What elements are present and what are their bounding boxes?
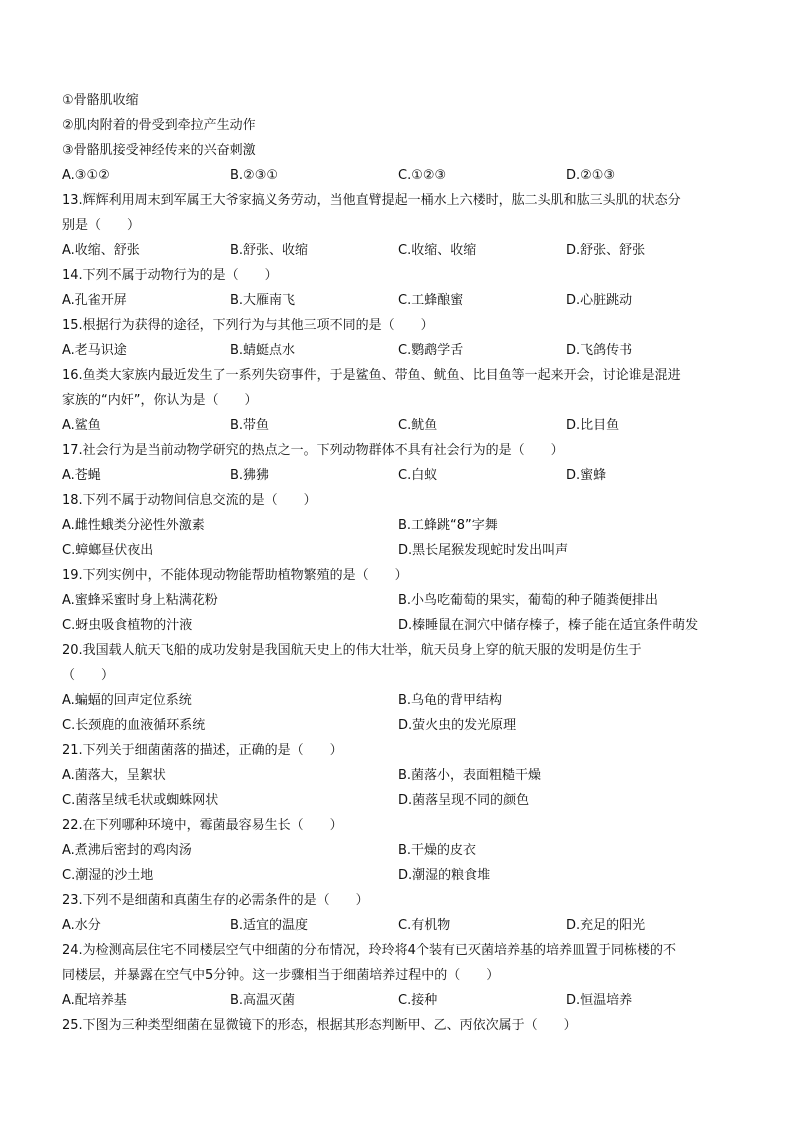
question-25-stem: 25.下图为三种类型细菌在显微镜下的形态，根据其形态判断甲、乙、丙依次属于（ ）	[62, 1018, 577, 1033]
question-17-option-d[interactable]: D.蜜蜂	[566, 468, 607, 483]
statement-2: ②肌肉附着的骨受到牵拉产生动作	[62, 118, 256, 133]
question-18-options	[62, 538, 732, 563]
question-16-option-c[interactable]: C.鱿鱼	[398, 418, 438, 433]
question-13-option-a[interactable]: A.收缩、舒张	[62, 243, 140, 258]
question-24-stem: 同楼层，并暴露在空气中5分钟。这一步骤相当于细菌培养过程中的（ ）	[62, 968, 500, 983]
question-16-stem: 16.鱼类大家族内最近发生了一系列失窃事件，于是鲨鱼、带鱼、鱿鱼、比目鱼等一起来开会，讨论谁是混进	[62, 368, 681, 383]
question-14-option-a[interactable]: A.孔雀开屏	[62, 293, 127, 308]
question-16-stem: 家族的“内奸”，你认为是（ ）	[62, 393, 258, 408]
question-23-stem: 23.下列不是细菌和真菌生存的必需条件的是（ ）	[62, 893, 369, 908]
question-19-options	[62, 588, 732, 613]
question-16-option-d[interactable]: D.比目鱼	[566, 418, 620, 433]
question-14-option-d[interactable]: D.心脏跳动	[566, 293, 633, 308]
question-22-option-b[interactable]: B.干燥的皮衣	[398, 843, 477, 858]
question-21-options	[62, 763, 732, 788]
question-17-option-b[interactable]: B.狒狒	[230, 468, 270, 483]
question-14-option-b[interactable]: B.大雁南飞	[230, 293, 296, 308]
question-23-option-a[interactable]: A.水分	[62, 918, 101, 933]
question-19-options	[62, 613, 732, 638]
question-15-stem: 15.根据行为获得的途径，下列行为与其他三项不同的是（ ）	[62, 318, 434, 333]
question-14-option-c[interactable]: C.工蜂酿蜜	[398, 293, 464, 308]
question-24-option-b[interactable]: B.高温灭菌	[230, 993, 296, 1008]
question-21-option-b[interactable]: B.菌落小，表面粗糙干燥	[398, 768, 542, 783]
question-15-option-d[interactable]: D.飞鸽传书	[566, 343, 633, 358]
question-21-option-d[interactable]: D.菌落呈现不同的颜色	[398, 793, 530, 808]
q12-options	[62, 163, 732, 188]
question-19-option-d[interactable]: D.榛睡鼠在洞穴中储存榛子，榛子能在适宜条件萌发	[398, 618, 699, 633]
question-23-option-d[interactable]: D.充足的阳光	[566, 918, 646, 933]
question-22-options	[62, 838, 732, 863]
question-20-option-d[interactable]: D.萤火虫的发光原理	[398, 718, 517, 733]
question-24-options	[62, 988, 732, 1013]
exam-page	[62, 88, 732, 1038]
question-17-option-c[interactable]: C.白蚁	[398, 468, 438, 483]
question-24-stem: 24.为检测高层住宅不同楼层空气中细菌的分布情况，玲玲将4个装有已灭菌培养基的培养皿置于同栋楼的不	[62, 943, 676, 958]
question-14-options	[62, 288, 732, 313]
q12-option-d[interactable]: D.②①③	[566, 168, 616, 183]
question-18-option-b[interactable]: B.工蜂跳“8”字舞	[398, 518, 498, 533]
question-15-option-c[interactable]: C.鹦鹉学舌	[398, 343, 464, 358]
question-20-options	[62, 713, 732, 738]
question-20-option-a[interactable]: A.蝙蝠的回声定位系统	[62, 693, 192, 708]
statement-3: ③骨骼肌接受神经传来的兴奋刺激	[62, 143, 256, 158]
question-15-options	[62, 338, 732, 363]
question-21-option-a[interactable]: A.菌落大，呈絮状	[62, 768, 166, 783]
statement-1: ①骨骼肌收缩	[62, 93, 139, 108]
question-22-option-a[interactable]: A.煮沸后密封的鸡肉汤	[62, 843, 192, 858]
question-19-stem: 19.下列实例中，不能体现动物能帮助植物繁殖的是（ ）	[62, 568, 408, 583]
question-24-option-d[interactable]: D.恒温培养	[566, 993, 633, 1008]
question-15-option-b[interactable]: B.蜻蜓点水	[230, 343, 296, 358]
question-23-options	[62, 913, 732, 938]
question-22-option-c[interactable]: C.潮湿的沙土地	[62, 868, 154, 883]
question-19-option-b[interactable]: B.小鸟吃葡萄的果实，葡萄的种子随粪便排出	[398, 593, 659, 608]
question-13-option-d[interactable]: D.舒张、舒张	[566, 243, 646, 258]
question-17-stem: 17.社会行为是当前动物学研究的热点之一。下列动物群体不具有社会行为的是（ ）	[62, 443, 564, 458]
question-14-stem: 14.下列不属于动物行为的是（ ）	[62, 268, 278, 283]
question-20-stem: 20.我国载人航天飞船的成功发射是我国航天史上的伟大壮举，航天员身上穿的航天服的发明是仿生于	[62, 643, 642, 658]
question-23-option-c[interactable]: C.有机物	[398, 918, 451, 933]
question-17-options	[62, 463, 732, 488]
question-16-options	[62, 413, 732, 438]
question-17-option-a[interactable]: A.苍蝇	[62, 468, 101, 483]
question-20-option-c[interactable]: C.长颈鹿的血液循环系统	[62, 718, 206, 733]
question-21-stem: 21.下列关于细菌菌落的描述，正确的是（ ）	[62, 743, 343, 758]
question-18-option-d[interactable]: D.黑长尾猴发现蛇时发出叫声	[398, 543, 569, 558]
question-19-option-c[interactable]: C.蚜虫吸食植物的汁液	[62, 618, 193, 633]
question-16-option-a[interactable]: A.鲨鱼	[62, 418, 101, 433]
question-20-options	[62, 688, 732, 713]
question-18-options	[62, 513, 732, 538]
q12-option-a[interactable]: A.③①②	[62, 168, 110, 183]
question-18-stem: 18.下列不属于动物间信息交流的是（ ）	[62, 493, 317, 508]
question-20-stem: （ ）	[62, 668, 115, 683]
question-13-stem: 别是（ ）	[62, 218, 141, 233]
question-13-stem: 13.辉辉利用周末到军属王大爷家搞义务劳动，当他直臂提起一桶水上六楼时，肱二头肌和肱三头肌的状态分	[62, 193, 681, 208]
question-21-options	[62, 788, 732, 813]
question-22-options	[62, 863, 732, 888]
question-24-option-a[interactable]: A.配培养基	[62, 993, 127, 1008]
question-13-option-c[interactable]: C.收缩、收缩	[398, 243, 477, 258]
question-19-option-a[interactable]: A.蜜蜂采蜜时身上粘满花粉	[62, 593, 218, 608]
question-23-option-b[interactable]: B.适宜的温度	[230, 918, 309, 933]
q12-option-c[interactable]: C.①②③	[398, 168, 447, 183]
question-15-option-a[interactable]: A.老马识途	[62, 343, 127, 358]
q12-option-b[interactable]: B.②③①	[230, 168, 279, 183]
question-22-option-d[interactable]: D.潮湿的粮食堆	[398, 868, 491, 883]
question-24-option-c[interactable]: C.接种	[398, 993, 438, 1008]
question-18-option-c[interactable]: C.蟑螂昼伏夜出	[62, 543, 154, 558]
question-22-stem: 22.在下列哪种环境中，霉菌最容易生长（ ）	[62, 818, 343, 833]
question-18-option-a[interactable]: A.雌性蛾类分泌性外激素	[62, 518, 205, 533]
question-20-option-b[interactable]: B.乌龟的背甲结构	[398, 693, 503, 708]
question-21-option-c[interactable]: C.菌落呈绒毛状或蜘蛛网状	[62, 793, 219, 808]
question-13-options	[62, 238, 732, 263]
question-16-option-b[interactable]: B.带鱼	[230, 418, 270, 433]
question-13-option-b[interactable]: B.舒张、收缩	[230, 243, 309, 258]
question-list	[62, 188, 732, 1038]
